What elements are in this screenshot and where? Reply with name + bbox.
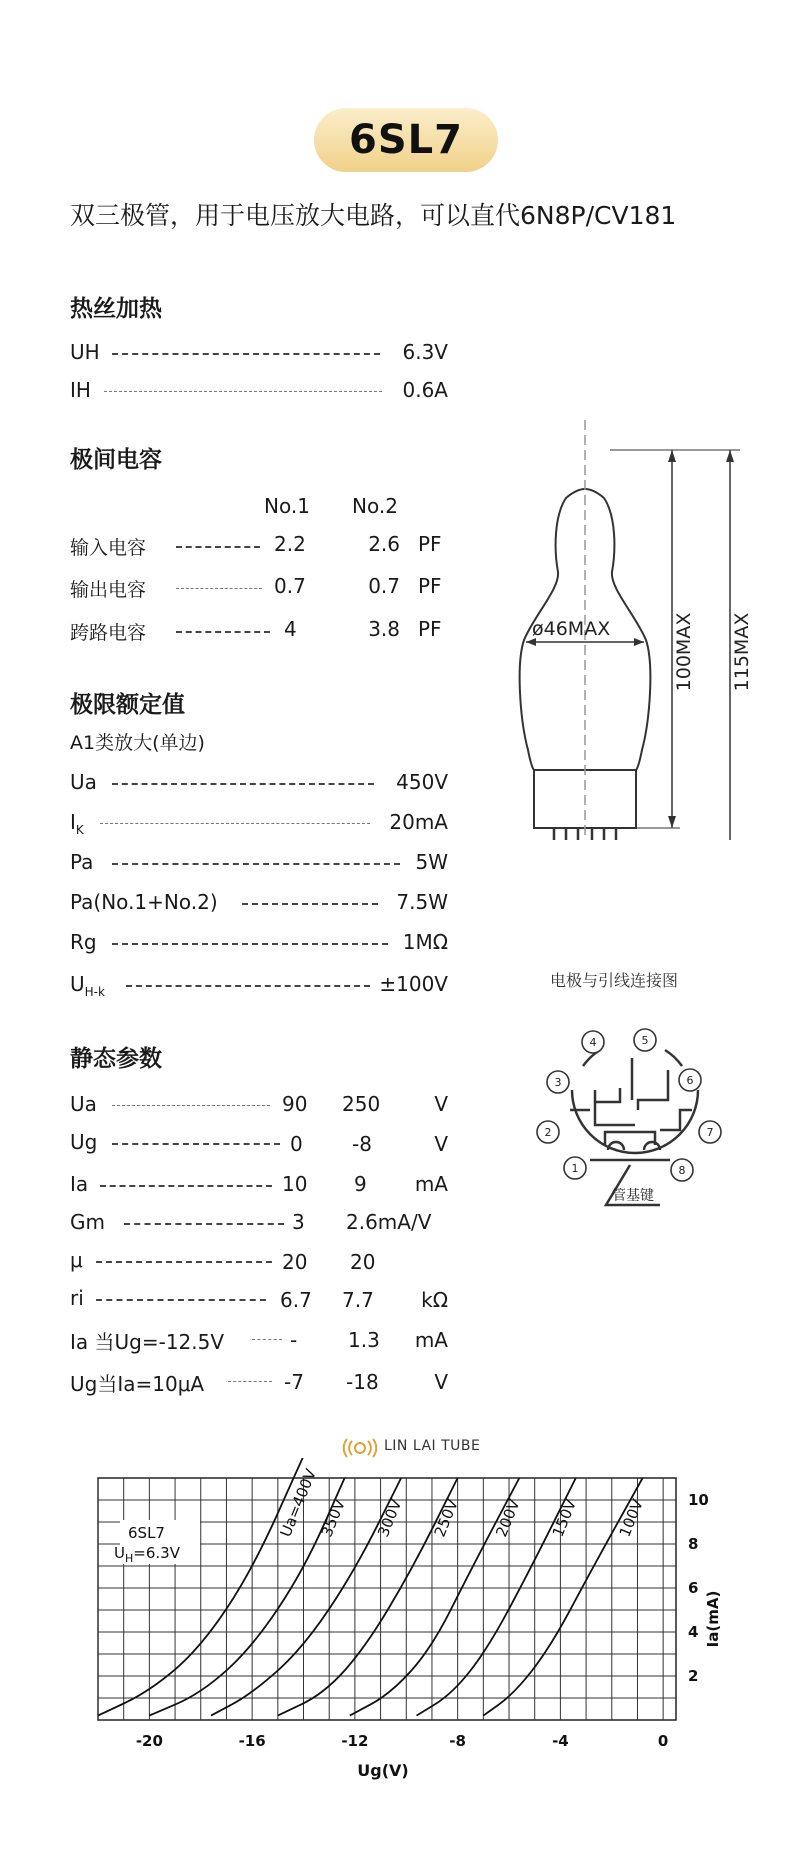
tube-outline-drawing: [490, 420, 780, 840]
heater-label: UH: [70, 340, 100, 364]
series-label-0: Ua=400V: [276, 1466, 321, 1540]
y-tick-label: 2: [688, 1667, 699, 1685]
cap-unit: PF: [418, 574, 442, 598]
heater-value: 6.3V: [402, 340, 448, 364]
leader-line: [176, 588, 262, 589]
static-value-2: 250: [342, 1092, 381, 1116]
limit-label: Rg: [70, 930, 97, 954]
static-unit: V: [434, 1092, 448, 1116]
static-value-2: 2.6mA/V: [346, 1210, 432, 1234]
static-value-2: -18: [346, 1370, 379, 1394]
series-label-2: 300V: [374, 1496, 406, 1540]
limit-label: $U_{H-k}$: [70, 972, 105, 999]
static-value-1: 90: [282, 1092, 308, 1116]
y-tick-label: 8: [688, 1535, 699, 1553]
static-value-1: 3: [292, 1210, 305, 1234]
limit-value: 20mA: [389, 810, 448, 834]
cap-value-no2: 2.6: [368, 532, 400, 556]
x-tick-label: -16: [238, 1732, 266, 1750]
cap-value-no1: 0.7: [274, 574, 306, 598]
static-value-2: 9: [354, 1172, 367, 1196]
pin-5-label: 5: [641, 1034, 649, 1047]
leader-line: [100, 1185, 272, 1187]
limit-label: Ua: [70, 770, 97, 794]
leader-line: [176, 631, 270, 633]
leader-line: [112, 783, 374, 785]
series-label-4: 200V: [492, 1496, 524, 1540]
pin-8-label: 8: [678, 1164, 686, 1177]
limits-subheading: A1类放大(单边): [70, 732, 205, 754]
x-axis-label: Ug(V): [357, 1761, 409, 1780]
static-unit: kΩ: [421, 1288, 448, 1312]
page-subtitle: 双三极管，用于电压放大电路，可以直代6N8P/CV181: [70, 201, 677, 230]
static-value-1: 20: [282, 1250, 308, 1274]
y-tick-label: 4: [688, 1623, 699, 1641]
limit-value: 5W: [415, 850, 448, 874]
series-label-1: 350V: [317, 1496, 349, 1540]
leader-line: [176, 546, 260, 548]
cap-label: 输入电容: [70, 537, 147, 559]
static-value-2: 1.3: [348, 1328, 380, 1352]
cap-value-no1: 4: [284, 617, 297, 641]
static-unit: V: [434, 1132, 448, 1156]
cap-value-no2: 0.7: [368, 574, 400, 598]
static-heading: 静态参数: [70, 1046, 162, 1072]
series-label-5: 150V: [548, 1496, 581, 1540]
limit-value: 1MΩ: [402, 930, 448, 954]
diameter-label: ø46MAX: [532, 618, 611, 640]
pin-4-label: 4: [589, 1036, 597, 1049]
pin-1-label: 1: [571, 1162, 579, 1175]
series-line-2: [211, 1478, 401, 1716]
heater-label: IH: [70, 378, 91, 402]
static-label: Gm: [70, 1210, 105, 1234]
static-value-2: -8: [352, 1132, 372, 1156]
x-tick-label: -12: [341, 1732, 369, 1750]
limit-value: ±100V: [379, 972, 448, 996]
leader-line: [126, 985, 370, 987]
heater-heading: 热丝加热: [70, 296, 162, 322]
leader-line: [96, 1261, 272, 1263]
series-line-3: [278, 1478, 458, 1716]
pin-circles: [537, 1029, 721, 1181]
x-tick-label: -8: [449, 1732, 466, 1750]
chart-annotation-tube: 6SL7: [128, 1524, 165, 1542]
limits-heading: 极限额定值: [70, 692, 185, 718]
series-label-6: 100V: [615, 1496, 647, 1540]
x-tick-label: -4: [552, 1732, 569, 1750]
height-100-label: 100MAX: [673, 612, 695, 692]
static-label: Ia 当Ug=-12.5V: [70, 1330, 225, 1354]
cap-value-no2: 3.8: [368, 617, 400, 641]
limit-label: Pa: [70, 850, 94, 874]
leader-line: [112, 1105, 270, 1106]
x-tick-label: 0: [657, 1732, 669, 1750]
heater-value: 0.6A: [402, 378, 448, 402]
leader-line: [112, 863, 400, 865]
pin-diagram: [520, 1000, 740, 1250]
page-title: 6SL7: [349, 117, 463, 163]
limit-label: Pa(No.1+No.2): [70, 890, 218, 914]
leader-line: [100, 823, 370, 824]
static-label: Ua: [70, 1092, 97, 1116]
column-header-no2: No.2: [352, 494, 398, 518]
static-unit: V: [434, 1370, 448, 1394]
limit-label: $I_K$: [70, 810, 84, 837]
y-tick-label: 6: [688, 1579, 699, 1597]
leader-line: [112, 1143, 280, 1145]
leader-line: [104, 391, 382, 392]
static-value-1: -7: [284, 1370, 304, 1394]
y-tick-label: 10: [688, 1491, 709, 1509]
leader-line: [124, 1223, 284, 1225]
leader-line: [252, 1339, 282, 1340]
brand-name: LIN LAI TUBE: [384, 1438, 481, 1454]
cap-label: 输出电容: [70, 579, 147, 601]
static-value-1: 0: [290, 1132, 303, 1156]
pin-diagram-title: 电极与引线连接图: [550, 971, 679, 990]
pin-7-label: 7: [706, 1126, 714, 1139]
static-value-1: 10: [282, 1172, 308, 1196]
pin-6-label: 6: [686, 1074, 694, 1087]
pin-2-label: 2: [544, 1126, 552, 1139]
leader-line: [242, 903, 378, 905]
leader-line: [112, 353, 380, 355]
static-unit: mA: [414, 1328, 448, 1352]
x-tick-label: -20: [135, 1732, 163, 1750]
static-unit: mA: [414, 1172, 448, 1196]
static-label: Ug: [70, 1130, 98, 1154]
cap-value-no1: 2.2: [274, 532, 306, 556]
cap-unit: PF: [418, 532, 442, 556]
static-label: Ug当Ia=10μA: [70, 1372, 205, 1396]
series-line-4: [350, 1478, 520, 1716]
capacitance-heading: 极间电容: [70, 447, 162, 473]
static-value-1: 6.7: [280, 1288, 312, 1312]
base-key-label: 管基键: [612, 1188, 654, 1204]
static-label: ri: [70, 1286, 84, 1310]
plate-characteristic-chart: [0, 1458, 800, 1838]
static-label: μ: [70, 1248, 83, 1272]
height-115-label: 115MAX: [731, 612, 753, 692]
limit-value: 7.5W: [396, 890, 448, 914]
chart-annotation-heater: $U_H=6.3V$: [114, 1544, 180, 1565]
static-value-1: -: [290, 1328, 298, 1352]
leader-line: [112, 943, 388, 945]
leader-line: [228, 1381, 272, 1382]
pin-3-label: 3: [554, 1076, 562, 1089]
cap-unit: PF: [418, 617, 442, 641]
title-badge: [314, 108, 498, 172]
column-header-no1: No.1: [264, 494, 310, 518]
static-value-2: 20: [350, 1250, 376, 1274]
brand-logo-icon: [342, 1438, 378, 1458]
leader-line: [96, 1299, 266, 1301]
static-label: Ia: [70, 1172, 89, 1196]
series-line-1: [149, 1478, 344, 1716]
y-axis-label: Ia(mA): [704, 1590, 722, 1648]
limit-value: 450V: [396, 770, 448, 794]
series-label-3: 250V: [430, 1496, 462, 1540]
static-value-2: 7.7: [342, 1288, 374, 1312]
cap-label: 跨路电容: [70, 622, 147, 644]
